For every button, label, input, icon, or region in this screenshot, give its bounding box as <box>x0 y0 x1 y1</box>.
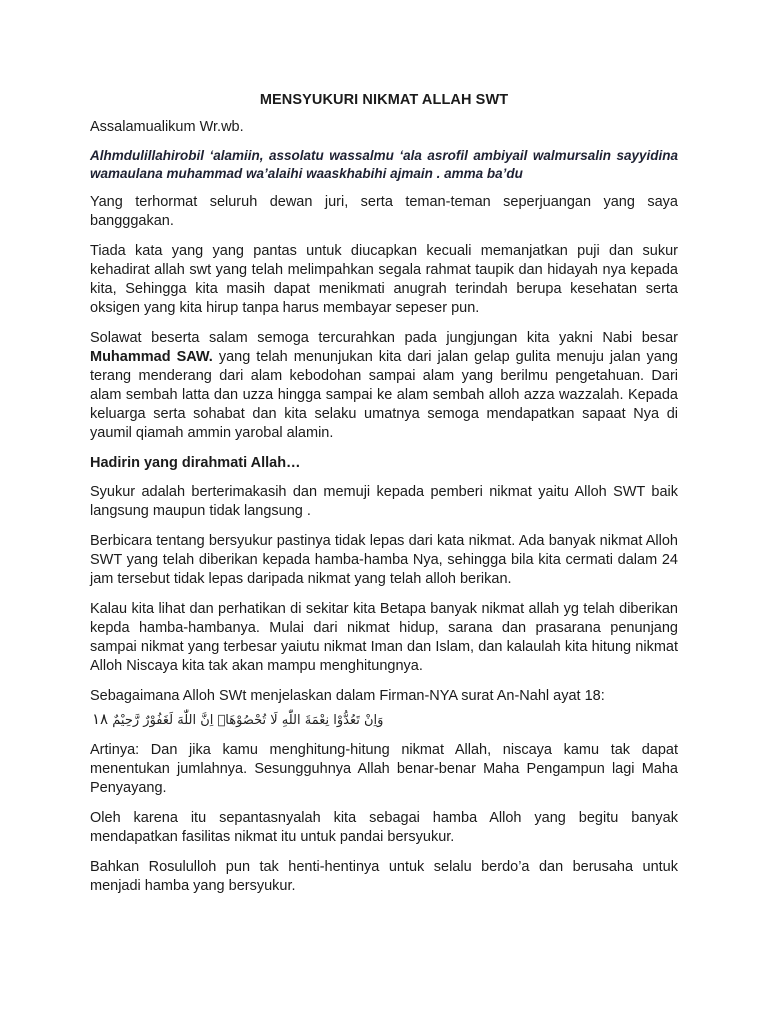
paragraph-translation: Artinya: Dan jika kamu menghitung-hitung nikmat Allah, niscaya kamu tak dapat menentukan jumlahnya. Sesungguhnya Allah benar-benar Maha Pengampun lagi Maha Penyayang. <box>90 742 678 796</box>
paragraph-firman-intro: Sebagaimana Alloh SWt menjelaskan dalam Firman-NYA surat An-Nahl ayat 18: <box>90 688 605 704</box>
paragraph-address: Yang terhormat seluruh dewan juri, serta teman-teman seperjuangan yang saya bangggakan. <box>90 194 678 229</box>
solawat-text-start: Solawat beserta salam semoga tercurahkan pada jungjungan kita yakni Nabi besar <box>90 330 678 346</box>
quran-verse-text: وَاِنْ تَعُدُّوْا نِعْمَةَ اللّٰهِ لَا تُحْصُوْهَاۗ اِنَّ اللّٰهَ لَغَفُوْرٌ رَّحِيْمٌ <box>112 713 384 728</box>
solawat-text-end: yang telah menunjukan kita dari jalan gelap gulita menuju jalan yang terang menderang dari alam kebodohan sampai alam yang berilmu pengetahuan. Dari alam sembah latta dan uzza hingga sampai ke alam sembah alloh azza wazzalah. Kepada keluarga serta sohabat dan kita selaku umatnya semoga mendapatkan sapaat Nya di yaumil qiamah ammin yarobal alamin. <box>90 349 678 441</box>
quran-verse <box>90 708 678 732</box>
paragraph-syukur-definition: Syukur adalah berterimakasih dan memuji kepada pemberi nikmat yaitu Alloh SWT baik langsung maupun tidak langsung . <box>90 484 678 519</box>
paragraph-rosululloh: Bahkan Rosululloh pun tak henti-hentinya untuk selalu berdo’a dan berusaha untuk menjadi hamba yang bersyukur. <box>90 859 678 894</box>
page-title: MENSYUKURI NIKMAT ALLAH SWT <box>259 92 509 108</box>
paragraph-solawat <box>90 329 678 443</box>
paragraph-conclusion: Oleh karena itu sepantasnyalah kita sebagai hamba Alloh yang begitu banyak mendapatkan fasilitas nikmat itu untuk pandai bersyukur. <box>90 810 678 845</box>
ayah-number: ١٨ <box>92 710 109 728</box>
paragraph-praise: Tiada kata yang yang pantas untuk diucapkan kecuali memanjatkan puji dan sukur kehadirat allah swt yang telah melimpahkan segala rahmat taupik dan hidayah nya kepada kita, Sehingga kita masih dapat menikmati anugrah terindah berupa kesehatan serta oksigen yang kita hirup tanpa harus membayar sepeser pun. <box>90 243 678 316</box>
opening-prayer: Alhmdulillahirobil ‘alamiin, assolatu wassalmu ‘ala asrofil ambiyail walmursalin sayyidina wamaulana muhammad wa’alaihi waaskhabihi ajmain . amma ba’du <box>90 148 678 181</box>
paragraph-nikmat: Berbicara tentang bersyukur pastinya tidak lepas dari kata nikmat. Ada banyak nikmat Alloh SWT yang telah diberikan kepada hamba-hamba Nya, sehingga bila kita cermati dalam 24 jam tersebut tidak lepas daripada nikmat yang telah alloh berikan. <box>90 533 678 587</box>
greeting: Assalamualikum Wr.wb. <box>90 119 244 135</box>
prophet-name: Muhammad SAW. <box>90 349 213 365</box>
section-heading: Hadirin yang dirahmati Allah… <box>90 455 301 471</box>
paragraph-observation: Kalau kita lihat dan perhatikan di sekitar kita Betapa banyak nikmat allah yg telah diberikan kepda hamba-hambanya. Mulai dari nikmat hidup, sarana dan prasarana penunjang sampai nikmat yang terbesar yaiutu nikmat Iman dan Islam, dan kalaulah kita hitung nikmat Alloh Niscaya kita tak akan mampu menghitungnya. <box>90 601 678 674</box>
